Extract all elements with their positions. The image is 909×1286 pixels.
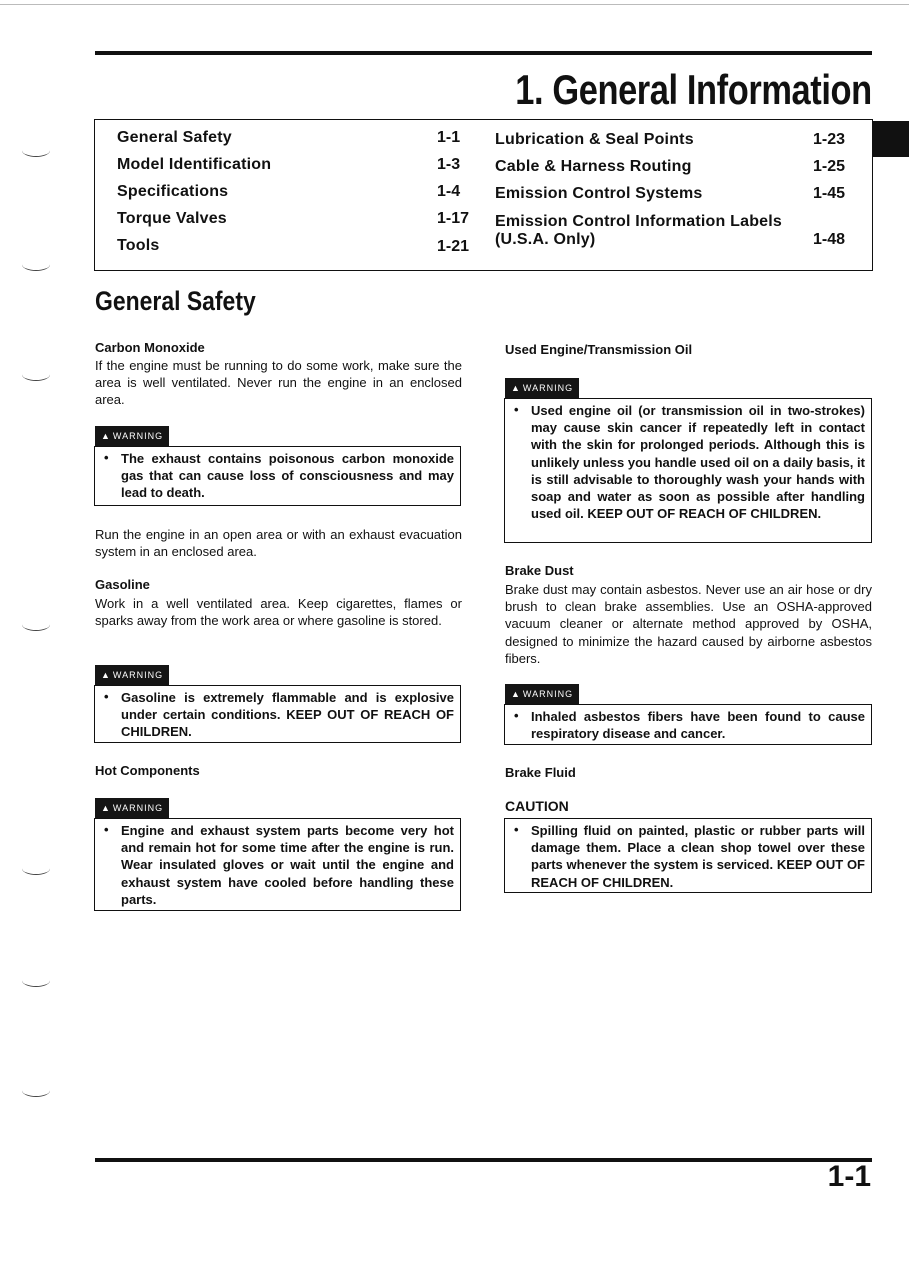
gasoline-text: Work in a well ventilated area. Keep cigarettes, flames or sparks away from the work area or where gasoline is stored.: [95, 596, 462, 629]
binder-mark: [22, 974, 50, 987]
toc-item[interactable]: Emission Control Systems: [495, 185, 703, 202]
scan-edge-line: [0, 4, 909, 5]
toc-page: 1-3: [437, 156, 461, 173]
toc-page: 1-45: [813, 185, 846, 202]
warning-box-carbon-monoxide: [94, 446, 461, 506]
warning-box-gasoline: [94, 685, 461, 743]
warning-box-brake-dust: [504, 704, 872, 745]
carbon-monoxide-advice: Run the engine in an open area or with an exhaust evacuation system in an enclosed area.: [95, 527, 462, 560]
chapter-title: 1. General Information: [515, 66, 872, 113]
section-title: General Safety: [95, 286, 256, 316]
warning-triangle-icon: ▲: [511, 383, 521, 393]
bullet: •: [104, 689, 109, 704]
bullet: •: [514, 708, 519, 723]
binder-mark: [22, 144, 50, 157]
warning-box-hot-components: [94, 818, 461, 911]
toc-item[interactable]: General Safety: [117, 129, 232, 146]
toc-page: 1-1: [437, 129, 461, 146]
caution-text: Spilling fluid on painted, plastic or rubber parts will damage them. Place a clean shop towel over these parts whenever the system is serviced. KEEP OUT OF REACH OF CHILDREN.: [531, 823, 865, 890]
toc-page: 1-4: [437, 183, 461, 200]
toc-page: 1-17: [437, 210, 470, 227]
bullet: •: [104, 822, 109, 837]
brake-dust-text: Brake dust may contain asbestos. Never use an air hose or dry brush to clean brake assemblies. Use an OSHA-approved vacuum cleaner or alternate method approved by OSHA, designed to minimize the hazard caused by airborne asbestos fibers.: [505, 582, 872, 666]
warning-box-used-oil: [504, 398, 872, 543]
header-rule: [95, 51, 872, 55]
warning-text: The exhaust contains poisonous carbon monoxide gas that can cause loss of consciousness and may lead to death.: [121, 451, 454, 501]
carbon-monoxide-text: If the engine must be running to do some work, make sure the area is well ventilated. Never run the engine in an enclosed area.: [95, 358, 462, 408]
table-of-contents: [94, 119, 873, 271]
caution-label: CAUTION: [505, 798, 569, 814]
warning-triangle-icon: ▲: [511, 689, 521, 699]
warning-tag: ▲ WARNING: [505, 684, 579, 704]
toc-item[interactable]: Model Identification: [117, 156, 272, 173]
warning-triangle-icon: ▲: [101, 431, 111, 441]
bullet: •: [514, 402, 519, 417]
warning-text: Used engine oil (or transmission oil in two-strokes) may cause skin cancer if repeatedly left in contact with the skin for prolonged periods. Although this is unlikely unless you handle used oil on a daily basis, it is still advisable to thoroughly wash your hands with soap and water as soon as possible after handling used oil. KEEP OUT OF REACH OF CHILDREN.: [531, 403, 865, 522]
caution-box-brake-fluid: [504, 818, 872, 893]
heading-brake-fluid: Brake Fluid: [505, 765, 576, 780]
binder-mark: [22, 862, 50, 875]
toc-item-continued[interactable]: (U.S.A. Only): [495, 231, 596, 248]
warning-tag: ▲ WARNING: [95, 426, 169, 446]
binder-mark: [22, 258, 50, 271]
heading-brake-dust: Brake Dust: [505, 563, 574, 578]
heading-carbon-monoxide: Carbon Monoxide: [95, 340, 205, 355]
warning-tag: ▲ WARNING: [95, 665, 169, 685]
toc-page: 1-21: [437, 238, 470, 255]
warning-text: Engine and exhaust system parts become very hot and remain hot for some time after the engine is run. Wear insulated gloves or wait until the engine and exhaust system have cooled before handling these parts.: [121, 823, 454, 907]
warning-text: Gasoline is extremely flammable and is explosive under certain conditions. KEEP OUT OF REACH OF CHILDREN.: [121, 690, 454, 740]
bullet: •: [104, 450, 109, 465]
toc-item[interactable]: Cable & Harness Routing: [495, 158, 692, 175]
heading-used-oil: Used Engine/Transmission Oil: [505, 342, 693, 357]
warning-text: Inhaled asbestos fibers have been found to cause respiratory disease and cancer.: [531, 709, 865, 742]
warning-tag: ▲ WARNING: [505, 378, 579, 398]
toc-page: 1-48: [813, 231, 846, 248]
toc-item[interactable]: Torque Valves: [117, 210, 227, 227]
binder-mark: [22, 1084, 50, 1097]
warning-triangle-icon: ▲: [101, 670, 111, 680]
heading-hot-components: Hot Components: [95, 763, 200, 778]
warning-triangle-icon: ▲: [101, 803, 111, 813]
toc-item[interactable]: Emission Control Information Labels: [495, 213, 783, 230]
footer-rule: [95, 1158, 872, 1162]
toc-item[interactable]: Specifications: [117, 183, 229, 200]
toc-item[interactable]: Tools: [117, 237, 160, 254]
heading-gasoline: Gasoline: [95, 577, 150, 592]
warning-tag: ▲ WARNING: [95, 798, 169, 818]
toc-page: 1-23: [813, 131, 846, 148]
page-number: 1-1: [827, 1160, 871, 1193]
chapter-tab-marker: [873, 121, 909, 157]
bullet: •: [514, 822, 519, 837]
toc-item[interactable]: Lubrication & Seal Points: [495, 131, 694, 148]
toc-page: 1-25: [813, 158, 846, 175]
binder-mark: [22, 368, 50, 381]
binder-mark: [22, 618, 50, 631]
